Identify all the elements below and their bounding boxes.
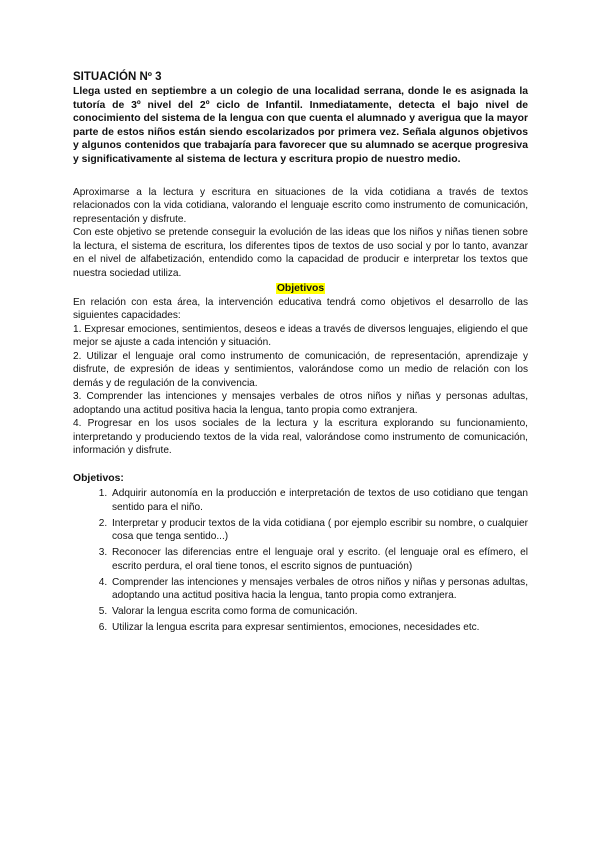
- highlight-heading-row: [73, 280, 528, 296]
- document-body: [73, 70, 528, 637]
- page-title: SITUACIÓN Nº 3: [73, 71, 162, 83]
- objectives-heading: Objetivos:: [73, 472, 124, 484]
- highlighted-heading: Objetivos: [276, 283, 325, 295]
- objective-item: 2. Interpretar y producir textos de la vida cotidiana ( por ejemplo escribir su nombre, o cualquier cosa que tenga sentido...): [110, 517, 528, 544]
- objective-item: 6. Utilizar la lengua escrita para expresar sentimientos, emociones, necesidades etc.: [110, 621, 528, 635]
- area-paragraph: 1. Expresar emociones, sentimientos, deseos e ideas a través de diversos lenguajes, eligiendo el que mejor se ajuste a cada intención y situación.: [73, 323, 528, 349]
- area-paragraph: 4. Progresar en los usos sociales de la lectura y la escritura explorando su funcionamiento, interpretando y produciendo textos de la vida real, valorándose como instrumento de comunicación, información y disfrute.: [73, 418, 528, 457]
- objective-item: 1. Adquirir autonomía en la producción e interpretación de textos de uso cotidiano que tengan sentido para el niño.: [110, 487, 528, 514]
- body-paragraph: Aproximarse a la lectura y escritura en situaciones de la vida cotidiana a través de textos relacionados con la vida cotidiana, valorando el lenguaje escrito como instrumento de comunicación, representación y disfrute.: [73, 186, 528, 225]
- area-paragraph: En relación con esta área, la intervención educativa tendrá como objetivos el desarrollo de las siguientes capacidades:: [73, 296, 528, 322]
- objective-item: 5. Valorar la lengua escrita como forma de comunicación.: [110, 605, 528, 619]
- objective-item: 3. Reconocer las diferencias entre el lenguaje oral y escrito. (el lenguaje oral es efímero, el escrito perdura, el oral tiene tonos, el escrito signos de puntuación): [110, 546, 528, 573]
- area-paragraph: 3. Comprender las intenciones y mensajes verbales de otros niños y niñas y personas adultas, adoptando una actitud positiva hacia la lengua, tanto propia como extranjera.: [73, 391, 528, 416]
- intro-paragraph: Llega usted en septiembre a un colegio de una localidad serrana, donde le es asignada la tutoría de 3º nivel del 2º ciclo de Infantil. Inmediatamente, detecta el bajo nivel de conocimiento del sistema de la lengua con que cuenta el alumnado y averigua que la mayor parte de estos niños están siendo escolarizados por primera vez. Señala algunos objetivos y algunos contenidos que trabajaría para favorecer que su alumnado se acerque progresiva y significativamente al sistema de lectura y escritura propio de nuestro medio.: [73, 86, 528, 165]
- spacer: [73, 458, 528, 472]
- objectives-list: [73, 487, 528, 635]
- body-paragraph: Con este objetivo se pretende conseguir la evolución de las ideas que los niños y niñas tienen sobre la lectura, el sistema de escritura, los diferentes tipos de textos de uso social y por lo tanto, avanzar en el nivel de alfabetización, entendido como la capacidad de producir e interpretar los textos que nuestra sociedad utiliza.: [73, 227, 528, 279]
- spacer: [73, 167, 528, 186]
- objective-item: 4. Comprender las intenciones y mensajes verbales de otros niños y niñas y personas adultas, adoptando una actitud positiva hacia la lengua, tanto propia como extranjera.: [110, 576, 528, 603]
- area-paragraph: 2. Utilizar el lenguaje oral como instrumento de comunicación, de representación, aprendizaje y disfrute, de expresión de ideas y sentimientos, valorándose como un medio de relación con los demás y de regulación de la convivencia.: [73, 350, 528, 389]
